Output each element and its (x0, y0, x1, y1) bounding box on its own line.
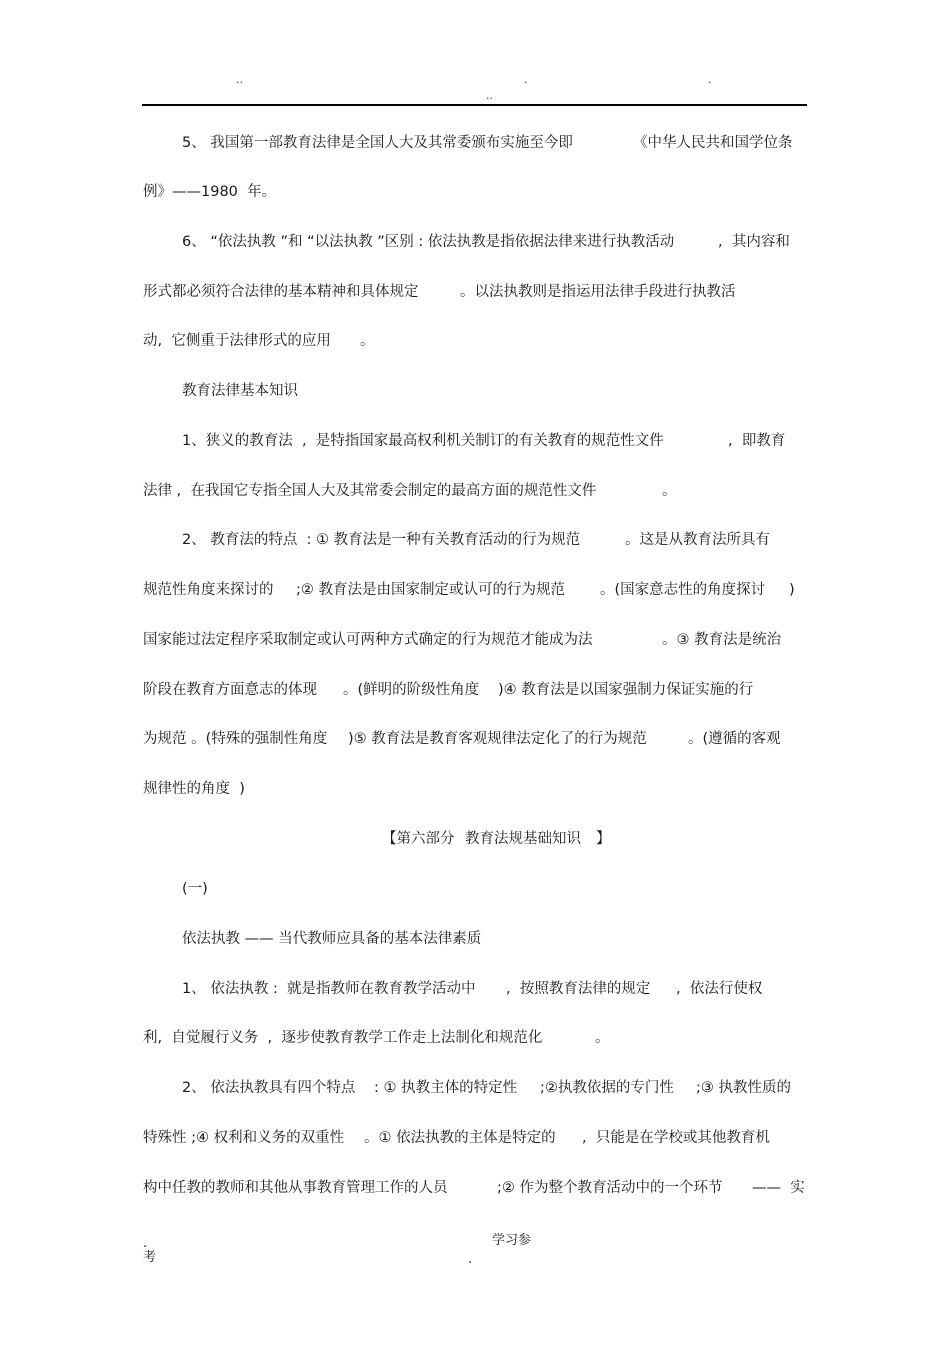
text-run: 动, 它侧重于法律形式的应用 (143, 333, 331, 349)
text-run: 5、 我国第一部教育法律是全国人大及其常委颁布实施至今即 (182, 135, 573, 151)
text-run: ) (789, 582, 795, 598)
text-line (0, 1176, 950, 1200)
text-run: , 只能是在学校或其他教育机 (582, 1130, 770, 1146)
text-line (0, 977, 950, 1001)
text-run: 1、狭义的教育法 , 是特指国家最高权利机关制订的有关教育的规范性文件 (182, 433, 664, 449)
text-run: 法律 , 在我国它专指全国人大及其常委会制定的最高方面的规范性文件 (143, 483, 597, 499)
text-run: 。③ 教育法是统治 (662, 632, 782, 648)
text-run: 。(鲜明的阶级性角度 (343, 682, 480, 698)
section-heading: 依法执教 —— 当代教师应具备的基本法律素质 (182, 931, 482, 947)
text-run: )⑤ 教育法是教育客观规律法定化了的行为规范 (348, 731, 647, 747)
header-mark: . (708, 73, 712, 86)
footer-right-mark: . (468, 1252, 473, 1267)
header-mark: . (524, 73, 528, 86)
text-line (0, 230, 950, 254)
text-run: ;② 作为整个教育活动中的一个环节 (497, 1180, 723, 1196)
text-run: 。这是从教育法所具有 (625, 532, 770, 548)
text-run: 阶段在教育方面意志的体现 (143, 682, 317, 698)
text-line (0, 578, 950, 602)
text-run: 1、 依法执教 : 就是指教师在教育教学活动中 (182, 981, 476, 997)
text-line (0, 877, 950, 901)
text-line (0, 1126, 950, 1150)
footer-left-text: 考 (143, 1250, 157, 1265)
text-line (0, 479, 950, 503)
text-run: 例》——1980 年。 (143, 184, 277, 200)
text-line (0, 1026, 950, 1050)
text-line (0, 1076, 950, 1100)
text-line (0, 429, 950, 453)
text-run: (一) (182, 881, 208, 897)
text-run: 。(国家意志性的角度探讨 (600, 582, 766, 598)
text-run: 6、 “依法执教 ”和 “以法执教 ”区别 : 依法执教是指依据法律来进行执教活动 (182, 234, 675, 250)
header-mark: .. (236, 73, 243, 86)
text-run: 。(遵循的客观 (688, 731, 781, 747)
text-run: 2、 依法执教具有四个特点 (182, 1080, 356, 1096)
footer-left-mark: . (143, 1236, 148, 1251)
text-run: 。 (595, 1030, 610, 1046)
text-run: ;② 教育法是由国家制定或认可的行为规范 (296, 582, 565, 598)
text-run: 《中华人民共和国学位条 (633, 135, 793, 151)
text-run: 。以法执教则是指运用法律手段进行执教活 (460, 284, 736, 300)
text-run: 利, 自觉履行义务 , 逐步使教育教学工作走上法制化和规范化 (143, 1030, 543, 1046)
text-run: 国家能过法定程序采取制定或认可两种方式确定的行为规范才能成为法 (143, 632, 593, 648)
text-run: 规范性角度来探讨的 (143, 582, 274, 598)
text-run: , 依法行使权 (676, 981, 763, 997)
text-run: )④ 教育法是以国家强制力保证实施的行 (498, 682, 754, 698)
text-line (0, 131, 950, 155)
header-mark: .. (486, 89, 493, 102)
text-line (0, 827, 950, 851)
text-line (0, 927, 950, 951)
text-run: ;②执教依据的专门性 (540, 1080, 674, 1096)
text-run: 。① 依法执教的主体是特定的 (364, 1130, 556, 1146)
text-run: , 即教育 (728, 433, 786, 449)
text-run: ;③ 执教性质的 (696, 1080, 791, 1096)
text-run: 。 (662, 483, 677, 499)
text-run: —— 实 (752, 1180, 805, 1196)
text-line (0, 180, 950, 204)
text-line (0, 777, 950, 801)
text-run: 为规范 。(特殊的强制性角度 (143, 731, 328, 747)
text-line (0, 528, 950, 552)
text-line (0, 280, 950, 304)
text-run: 构中任教的教师和其他从事教育管理工作的人员 (143, 1180, 448, 1196)
text-run: : ① 执教主体的特定性 (374, 1080, 518, 1096)
text-run: 规律性的角度 ) (143, 781, 245, 797)
part-heading-title: 教育法规基础知识 (465, 831, 581, 847)
text-run: , 其内容和 (718, 234, 790, 250)
text-line (0, 379, 950, 403)
text-run: , 按照教育法律的规定 (506, 981, 651, 997)
text-run: 特殊性 ;④ 权利和义务的双重性 (143, 1130, 345, 1146)
header-rule (142, 104, 807, 106)
text-line (0, 678, 950, 702)
text-run: 形式都必须符合法律的基本精神和具体规定 (143, 284, 419, 300)
footer-text: 学习参 (492, 1233, 532, 1248)
text-run: 2、 教育法的特点 : ① 教育法是一种有关教育活动的行为规范 (182, 532, 581, 548)
part-heading-open: 【第六部分 (382, 831, 455, 847)
part-heading-close: 】 (596, 831, 611, 847)
text-line (0, 727, 950, 751)
section-heading: 教育法律基本知识 (182, 383, 298, 399)
text-line (0, 329, 950, 353)
text-run: 。 (360, 333, 375, 349)
text-line (0, 628, 950, 652)
